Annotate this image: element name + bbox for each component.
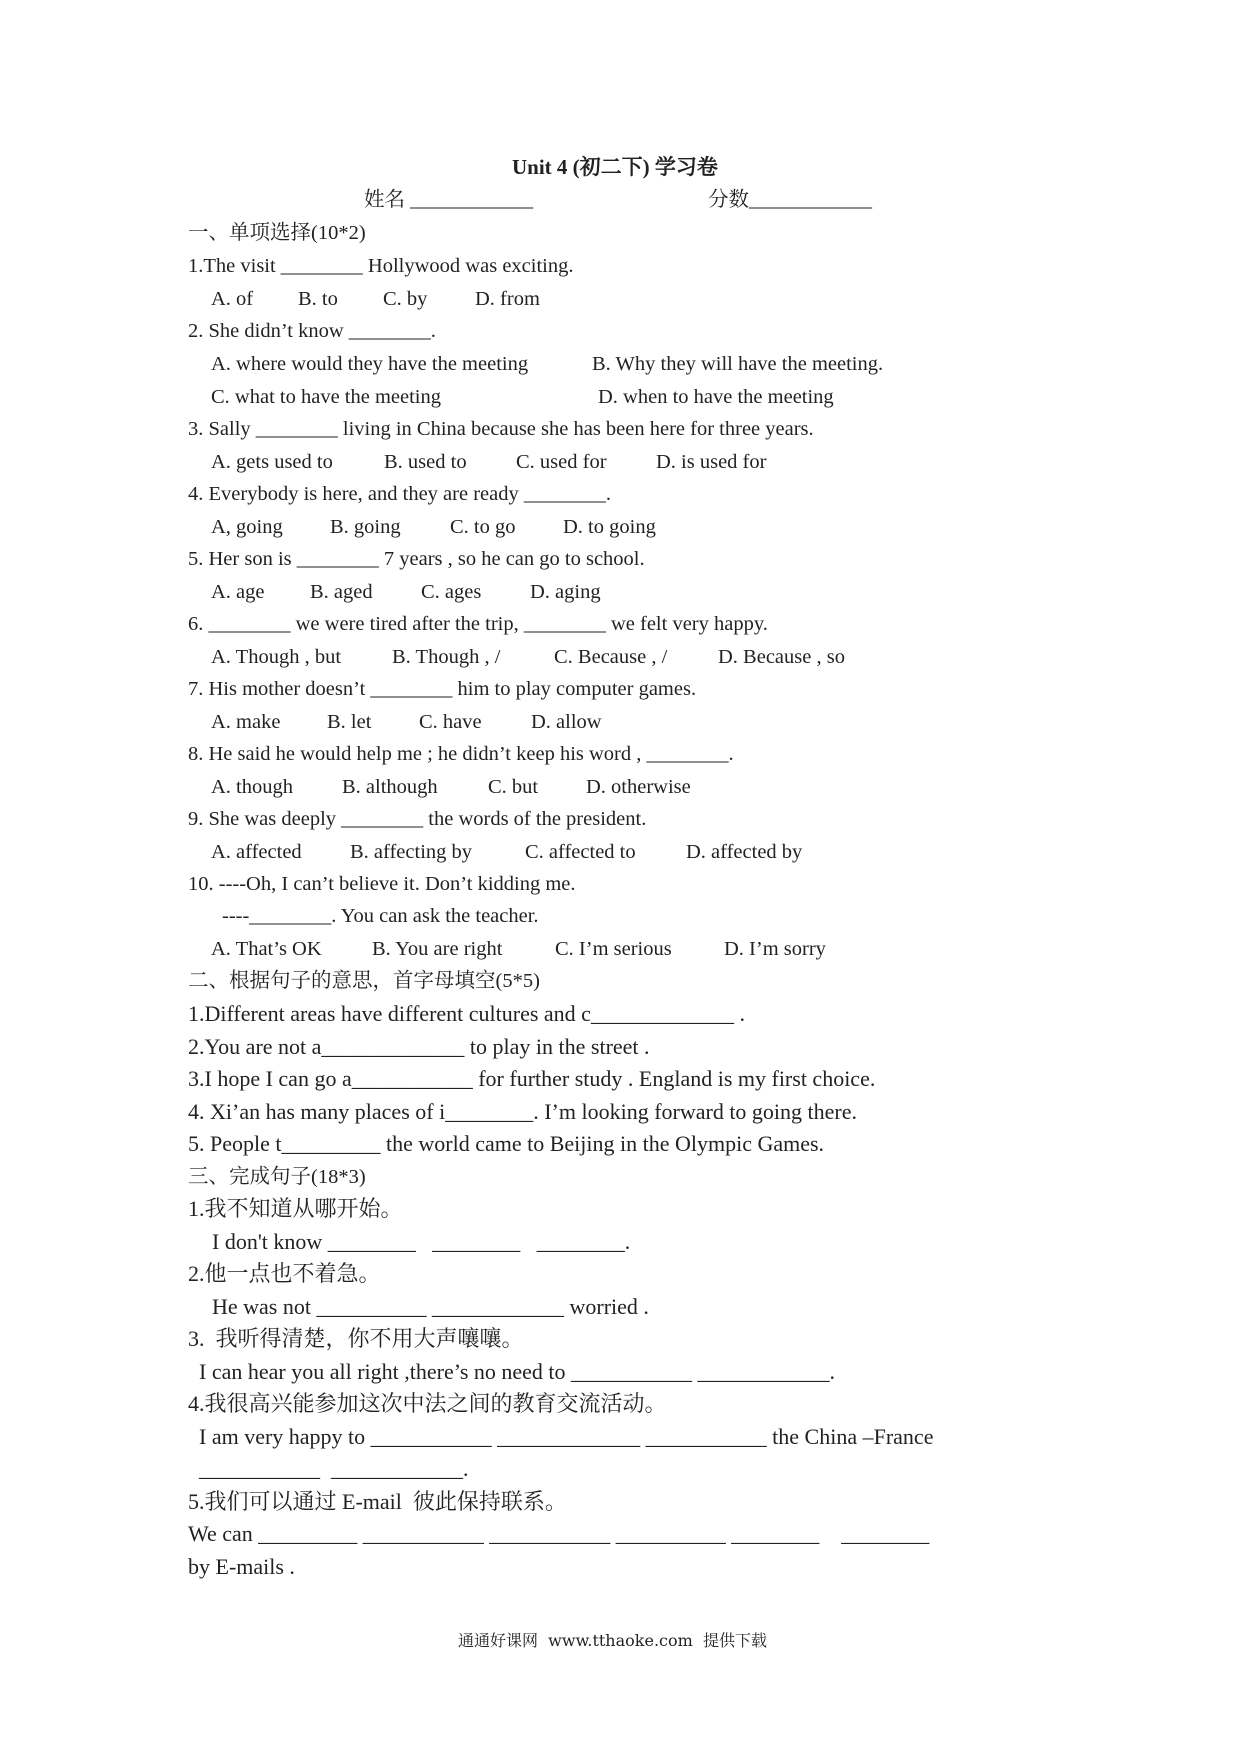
question-stem: 4. Everybody is here, and they are ready ________. xyxy=(188,483,611,505)
option-c: C. what to have the meeting xyxy=(211,386,441,408)
option-c: C. affected to xyxy=(525,841,636,863)
footer-credit: 通通好课网 www.tthaoke.com 提供下载 xyxy=(458,1631,767,1650)
fill-item: 4. Xi’an has many places of i________. I’m looking forward to going there. xyxy=(188,1099,858,1124)
page-title: Unit 4 (初二下) 学习卷 xyxy=(512,155,718,179)
option-b: B. affecting by xyxy=(350,841,473,863)
english-answer-line: He was not __________ ____________ worried . xyxy=(212,1294,649,1319)
option-a: A. where would they have the meeting xyxy=(211,353,529,375)
section-1-heading: 一、单项选择(10*2) xyxy=(188,222,366,244)
option-a: A. affected xyxy=(211,841,302,863)
option-b: B. Why they will have the meeting. xyxy=(592,353,884,375)
fill-item: 2.You are not a_____________ to play in the street . xyxy=(188,1034,650,1059)
option-a: A. gets used to xyxy=(211,451,333,473)
english-answer-line: I am very happy to ___________ _____________ ___________ the China –France xyxy=(199,1424,934,1449)
english-answer-line-cont: ___________ ____________. xyxy=(199,1456,469,1481)
chinese-prompt: 1.我不知道从哪开始。 xyxy=(188,1196,403,1221)
option-c: C. have xyxy=(419,711,482,733)
question-stem: 1.The visit ________ Hollywood was exciting. xyxy=(188,255,574,277)
option-d: D. aging xyxy=(530,581,601,603)
section-3-heading: 三、完成句子(18*3) xyxy=(188,1166,366,1188)
option-c: C. ages xyxy=(421,581,482,603)
question-stem: 7. His mother doesn’t ________ him to play computer games. xyxy=(188,678,697,700)
option-b: B. used to xyxy=(384,451,467,473)
question-stem: 9. She was deeply ________ the words of the president. xyxy=(188,808,647,830)
score-field: 分数____________ xyxy=(708,189,872,211)
option-b: B. You are right xyxy=(372,938,503,960)
option-d: D. allow xyxy=(531,711,602,733)
option-d: D. otherwise xyxy=(586,776,691,798)
question-stem-reply: ----________. You can ask the teacher. xyxy=(222,905,539,927)
option-c: C. I’m serious xyxy=(555,938,672,960)
english-answer-line: I can hear you all right ,there’s no need to ___________ ____________. xyxy=(199,1359,836,1384)
option-b: B. aged xyxy=(310,581,373,603)
chinese-prompt: 4.我很高兴能参加这次中法之间的教育交流活动。 xyxy=(188,1391,667,1416)
question-stem: 2. She didn’t know ________. xyxy=(188,320,436,342)
option-a: A. age xyxy=(211,581,265,603)
option-b: B. although xyxy=(342,776,438,798)
question-stem: 10. ----Oh, I can’t believe it. Don’t kidding me. xyxy=(188,873,576,895)
option-d: D. I’m sorry xyxy=(724,938,826,960)
option-d: D. when to have the meeting xyxy=(598,386,834,408)
question-stem: 3. Sally ________ living in China because she has been here for three years. xyxy=(188,418,814,440)
option-d: D. from xyxy=(475,288,540,310)
question-stem: 5. Her son is ________ 7 years , so he can go to school. xyxy=(188,548,645,570)
option-b: B. going xyxy=(330,516,401,538)
chinese-prompt: 2.他一点也不着急。 xyxy=(188,1261,381,1286)
fill-item: 5. People t_________ the world came to Beijing in the Olympic Games. xyxy=(188,1131,825,1156)
fill-item: 3.I hope I can go a___________ for further study . England is my first choice. xyxy=(188,1066,876,1091)
option-c: C. Because , / xyxy=(554,646,668,668)
name-field: 姓名 ____________ xyxy=(364,189,534,211)
option-a: A. of xyxy=(211,288,254,310)
question-stem: 8. He said he would help me ; he didn’t keep his word , ________. xyxy=(188,743,734,765)
option-a: A, going xyxy=(211,516,283,538)
option-d: D. to going xyxy=(563,516,656,538)
chinese-prompt: 5.我们可以通过 E-mail 彼此保持联系。 xyxy=(188,1489,567,1514)
option-c: C. but xyxy=(488,776,539,798)
english-answer-line: We can _________ ___________ ___________ __________ ________ ________ xyxy=(188,1521,930,1546)
option-a: A. That’s OK xyxy=(211,938,322,960)
option-c: C. to go xyxy=(450,516,516,538)
option-d: D. affected by xyxy=(686,841,803,863)
option-c: C. by xyxy=(383,288,428,310)
fill-item: 1.Different areas have different cultures and c_____________ . xyxy=(188,1001,745,1026)
chinese-prompt: 3. 我听得清楚，你不用大声嚷嚷。 xyxy=(188,1326,524,1351)
question-stem: 6. ________ we were tired after the trip, ________ we felt very happy. xyxy=(188,613,768,635)
option-c: C. used for xyxy=(516,451,607,473)
english-answer-line-cont: by E-mails . xyxy=(188,1554,295,1579)
option-b: B. Though , / xyxy=(392,646,501,668)
option-d: D. Because , so xyxy=(718,646,845,668)
option-a: A. Though , but xyxy=(211,646,342,668)
option-b: B. to xyxy=(298,288,338,310)
option-a: A. make xyxy=(211,711,281,733)
section-2-heading: 二、根据句子的意思，首字母填空(5*5) xyxy=(188,970,540,992)
option-a: A. though xyxy=(211,776,293,798)
option-d: D. is used for xyxy=(656,451,767,473)
english-answer-line: I don't know ________ ________ ________. xyxy=(212,1229,631,1254)
option-b: B. let xyxy=(327,711,372,733)
